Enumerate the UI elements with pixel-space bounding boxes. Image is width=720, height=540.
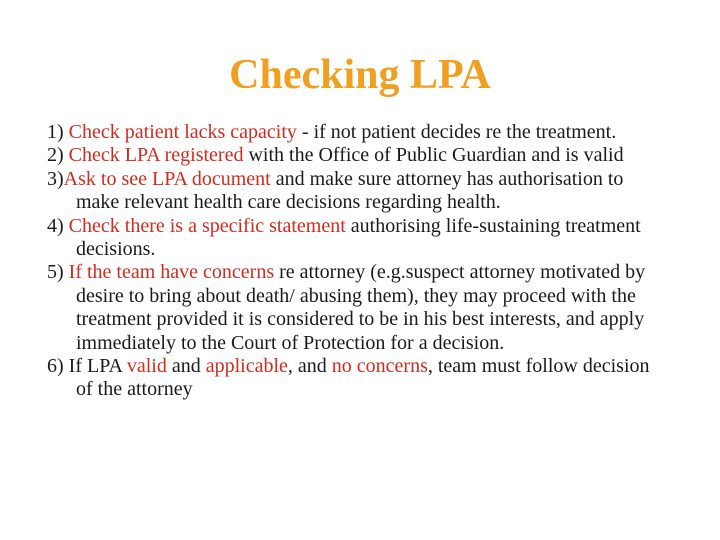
checklist-item	[47, 355, 667, 402]
item-text: 3)	[47, 167, 64, 190]
highlighted-text: Ask to see LPA document	[63, 167, 271, 190]
checklist-item	[47, 144, 667, 167]
highlighted-text: Check patient lacks capacity	[68, 121, 297, 143]
checklist	[47, 121, 667, 402]
highlighted-text: applicable	[205, 355, 288, 378]
item-text: authorising life-sustaining treatment decisions.	[76, 214, 641, 261]
item-text: 1)	[47, 121, 69, 143]
item-text: - if not patient decides re the treatment.	[296, 121, 617, 143]
checklist-item	[47, 121, 667, 144]
item-text: , team must follow decision of the attorney	[76, 355, 650, 401]
item-text: 4)	[47, 214, 69, 237]
item-text: 6) If LPA	[47, 355, 127, 378]
highlighted-text: valid	[126, 355, 167, 378]
item-text: with the Office of Public Guardian and is valid	[243, 144, 624, 167]
checklist-item	[47, 215, 667, 262]
item-text: 2)	[47, 144, 69, 167]
item-text: 5)	[47, 261, 69, 284]
slide-title: Checking LPA	[229, 52, 491, 98]
highlighted-text: Check there is a specific statement	[68, 214, 346, 237]
item-text: and make sure attorney has authorisation to make relevant health care decisions regarding health.	[76, 167, 624, 214]
checklist-item	[47, 168, 667, 215]
item-text: re attorney (e.g.suspect attorney motivated by desire to bring about death/ abusing them), they may proceed with the treatment provided it is considered to be in his best interests, and apply immediately to the Court of Protection for a decision.	[76, 261, 646, 354]
highlighted-text: Check LPA registered	[68, 144, 244, 167]
checklist-item	[47, 261, 667, 355]
item-text: and	[166, 355, 206, 378]
highlighted-text: If the team have concerns	[68, 261, 275, 284]
item-text: , and	[287, 355, 332, 378]
highlighted-text: no concerns	[331, 355, 428, 378]
